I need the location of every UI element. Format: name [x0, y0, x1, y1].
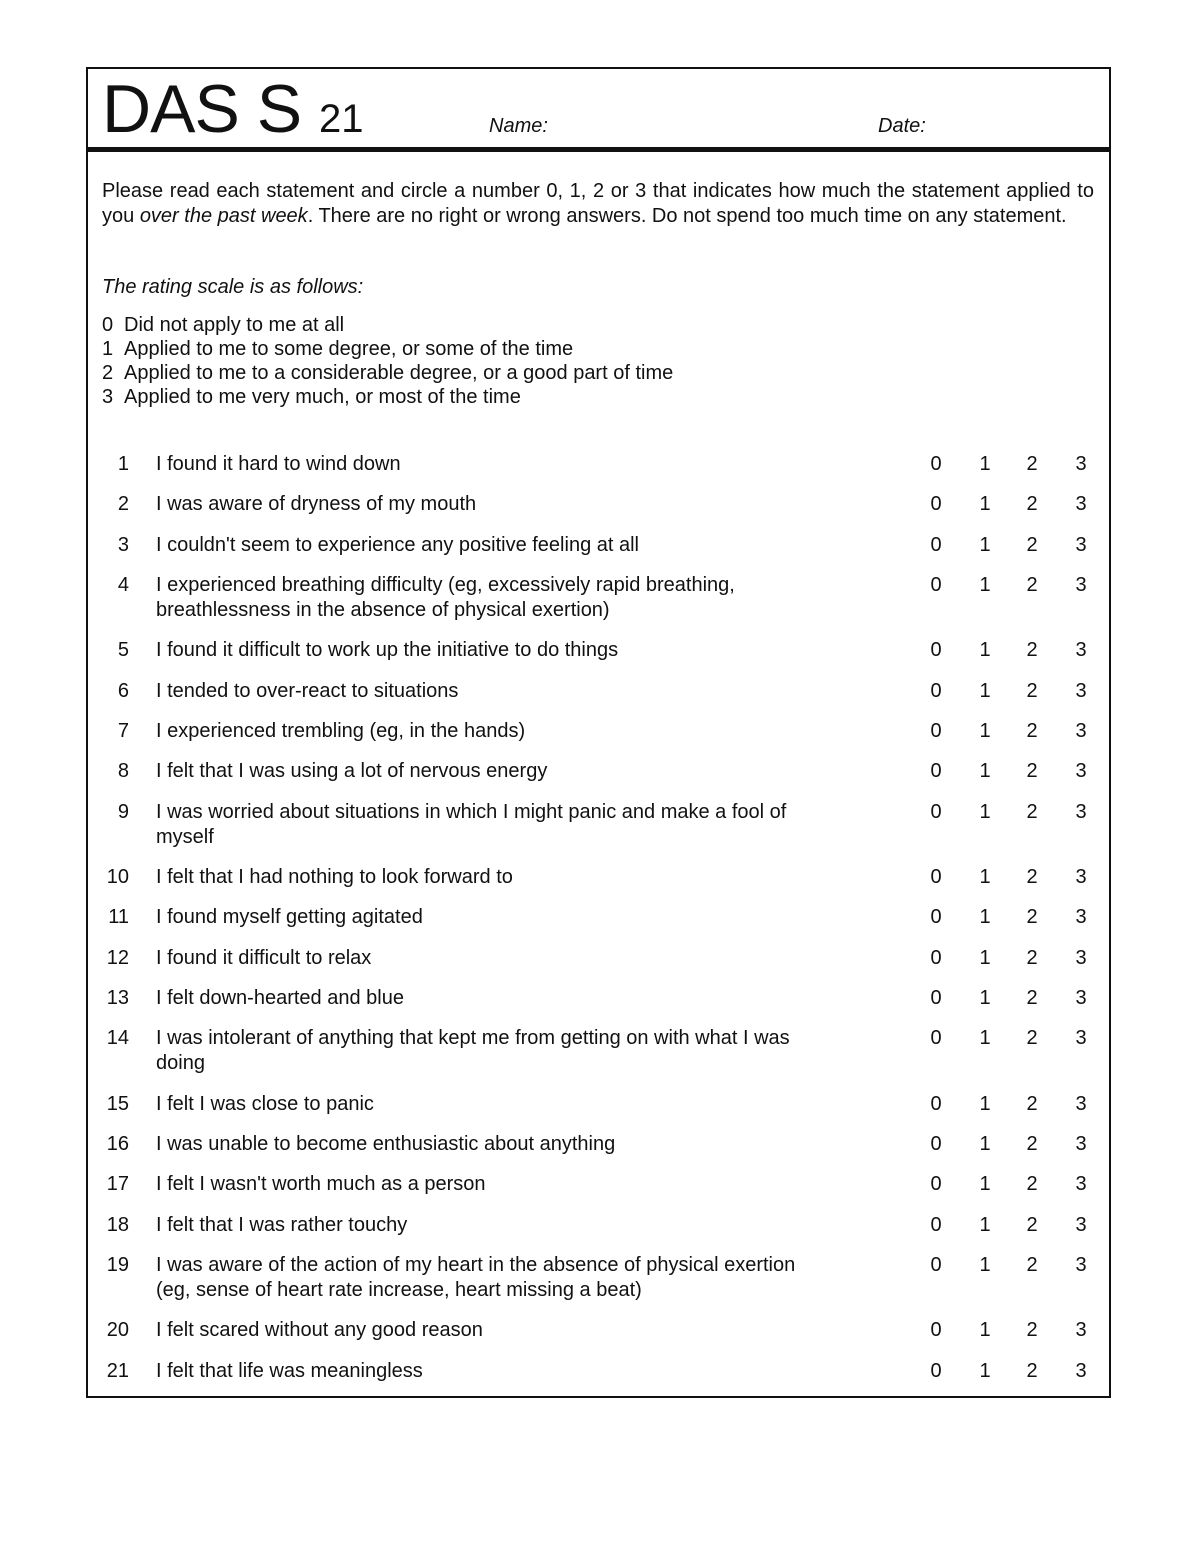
rating-option-3[interactable]: 3	[1075, 573, 1087, 596]
rating-options	[926, 533, 1096, 558]
item-number: 13	[106, 986, 129, 1009]
rating-scale-level	[102, 385, 673, 409]
rating-options	[926, 1253, 1096, 1278]
item-statement: I felt I wasn't worth much as a person	[156, 1173, 486, 1196]
rating-option-3[interactable]: 3	[1075, 1173, 1087, 1196]
rating-option-2[interactable]: 2	[1026, 679, 1038, 702]
item-row	[88, 1026, 1109, 1092]
item-number: 18	[106, 1213, 129, 1236]
rating-option-0[interactable]: 0	[930, 1359, 942, 1382]
rating-options	[926, 638, 1096, 663]
item-number: 14	[106, 1027, 129, 1050]
name-field-label[interactable]: Name:	[489, 115, 548, 137]
rating-scale-value: 2	[102, 362, 114, 384]
rating-option-0[interactable]: 0	[930, 866, 942, 889]
rating-options	[926, 1359, 1096, 1384]
rating-scale-label: Applied to me to a considerable degree, or a good part of time	[124, 362, 674, 384]
item-row	[88, 573, 1109, 639]
rating-option-1[interactable]: 1	[979, 1319, 991, 1342]
rating-options	[926, 452, 1096, 477]
rating-option-1[interactable]: 1	[979, 573, 991, 596]
header	[88, 69, 1109, 147]
item-number: 6	[117, 679, 129, 702]
rating-option-0[interactable]: 0	[930, 986, 942, 1009]
item-statement: I was worried about situations in which I might panic and make a fool of myself	[156, 800, 787, 848]
rating-option-0[interactable]: 0	[930, 1027, 942, 1050]
item-number: 9	[117, 800, 129, 823]
item-number: 21	[106, 1359, 129, 1382]
rating-option-2[interactable]: 2	[1026, 906, 1038, 929]
rating-option-2[interactable]: 2	[1026, 1213, 1038, 1236]
rating-option-0[interactable]: 0	[930, 906, 942, 929]
rating-option-3[interactable]: 3	[1075, 1133, 1087, 1156]
rating-option-0[interactable]: 0	[930, 1213, 942, 1236]
item-statement: I found it hard to wind down	[156, 453, 401, 475]
title-number: 21	[318, 97, 364, 141]
rating-options	[926, 986, 1096, 1011]
rating-option-2[interactable]: 2	[1026, 719, 1038, 742]
rating-option-2[interactable]: 2	[1026, 1253, 1038, 1276]
item-row	[88, 986, 1109, 1026]
item-statement: I felt down-hearted and blue	[156, 986, 404, 1009]
rating-option-3[interactable]: 3	[1075, 1213, 1087, 1236]
rating-option-0[interactable]: 0	[930, 1092, 942, 1115]
item-number: 3	[117, 533, 129, 556]
rating-option-1[interactable]: 1	[979, 1359, 991, 1382]
rating-option-1[interactable]: 1	[979, 760, 991, 783]
item-row	[88, 638, 1109, 678]
rating-option-3[interactable]: 3	[1075, 1359, 1087, 1382]
item-list	[88, 452, 1109, 1399]
item-number: 16	[106, 1133, 129, 1156]
item-number: 12	[106, 946, 129, 969]
item-number: 17	[106, 1173, 129, 1196]
rating-option-2[interactable]: 2	[1026, 946, 1038, 969]
rating-option-1[interactable]: 1	[979, 1027, 991, 1050]
item-statement: I felt that life was meaningless	[156, 1359, 423, 1382]
rating-option-0[interactable]: 0	[930, 453, 942, 475]
item-number: 10	[106, 866, 129, 889]
rating-option-2[interactable]: 2	[1026, 1027, 1038, 1050]
rating-scale-value: 3	[102, 386, 114, 408]
rating-options	[926, 1026, 1096, 1051]
item-row	[88, 1172, 1109, 1212]
item-row	[88, 946, 1109, 986]
rating-options	[926, 946, 1096, 971]
rating-option-0[interactable]: 0	[930, 573, 942, 596]
item-row	[88, 1318, 1109, 1358]
rating-option-1[interactable]: 1	[979, 946, 991, 969]
rating-option-1[interactable]: 1	[979, 906, 991, 929]
rating-option-3[interactable]: 3	[1075, 760, 1087, 783]
rating-option-0[interactable]: 0	[930, 1319, 942, 1342]
rating-scale-label: Applied to me to some degree, or some of the time	[124, 338, 574, 360]
item-statement: I found myself getting agitated	[156, 906, 423, 929]
rating-option-3[interactable]: 3	[1075, 493, 1087, 516]
rating-scale-value: 0	[102, 314, 114, 336]
rating-options	[926, 492, 1096, 517]
rating-option-3[interactable]: 3	[1075, 946, 1087, 969]
rating-option-3[interactable]: 3	[1075, 1319, 1087, 1342]
instructions-emphasis: over the past week	[139, 205, 308, 227]
rating-option-1[interactable]: 1	[979, 679, 991, 702]
rating-option-1[interactable]: 1	[979, 1092, 991, 1115]
rating-option-2[interactable]: 2	[1026, 1359, 1038, 1382]
item-statement: I felt that I was using a lot of nervous energy	[156, 760, 548, 783]
item-row	[88, 492, 1109, 532]
item-number: 11	[108, 906, 129, 929]
rating-option-0[interactable]: 0	[930, 1253, 942, 1276]
item-row	[88, 865, 1109, 905]
item-row	[88, 719, 1109, 759]
questionnaire-frame	[86, 67, 1111, 1398]
item-row	[88, 452, 1109, 492]
rating-option-1[interactable]: 1	[979, 1213, 991, 1236]
rating-option-0[interactable]: 0	[930, 639, 942, 662]
rating-option-0[interactable]: 0	[930, 719, 942, 742]
header-divider	[88, 147, 1109, 152]
item-row	[88, 679, 1109, 719]
item-number: 8	[117, 760, 129, 783]
rating-option-3[interactable]: 3	[1075, 1092, 1087, 1115]
rating-options	[926, 1172, 1096, 1197]
date-field-label[interactable]: Date:	[878, 115, 926, 137]
item-row	[88, 1092, 1109, 1132]
rating-option-2[interactable]: 2	[1026, 866, 1038, 889]
rating-option-0[interactable]: 0	[930, 493, 942, 516]
rating-scale-value: 1	[102, 338, 114, 360]
form-title	[102, 71, 364, 147]
item-statement: I was aware of dryness of my mouth	[156, 493, 477, 516]
item-statement: I experienced trembling (eg, in the hands)	[156, 719, 526, 742]
rating-option-3[interactable]: 3	[1075, 986, 1087, 1009]
rating-options	[926, 759, 1096, 784]
rating-option-2[interactable]: 2	[1026, 760, 1038, 783]
rating-option-2[interactable]: 2	[1026, 639, 1038, 662]
rating-option-0[interactable]: 0	[930, 1173, 942, 1196]
rating-option-0[interactable]: 0	[930, 533, 942, 556]
rating-option-2[interactable]: 2	[1026, 573, 1038, 596]
item-statement: I couldn't seem to experience any positive feeling at all	[156, 533, 639, 556]
rating-options	[926, 905, 1096, 930]
rating-option-3[interactable]: 3	[1075, 1027, 1087, 1050]
rating-option-1[interactable]: 1	[979, 986, 991, 1009]
item-statement: I found it difficult to relax	[156, 946, 372, 969]
rating-options	[926, 1213, 1096, 1238]
rating-option-0[interactable]: 0	[930, 1133, 942, 1156]
rating-option-1[interactable]: 1	[979, 1133, 991, 1156]
rating-option-1[interactable]: 1	[979, 533, 991, 556]
rating-option-3[interactable]: 3	[1075, 533, 1087, 556]
rating-option-1[interactable]: 1	[979, 866, 991, 889]
rating-options	[926, 1132, 1096, 1157]
rating-option-3[interactable]: 3	[1075, 679, 1087, 702]
item-row	[88, 759, 1109, 799]
rating-option-1[interactable]: 1	[979, 1253, 991, 1276]
item-statement: I felt that I was rather touchy	[156, 1213, 408, 1236]
rating-option-3[interactable]: 3	[1075, 719, 1087, 742]
item-row	[88, 1253, 1109, 1319]
item-statement: I found it difficult to work up the initiative to do things	[156, 639, 619, 662]
rating-scale-title: The rating scale is as follows:	[102, 276, 364, 298]
item-number: 4	[117, 573, 129, 596]
item-number: 2	[117, 493, 129, 516]
title-text: DAS S	[102, 71, 302, 147]
rating-options	[926, 1092, 1096, 1117]
item-number: 1	[117, 453, 129, 475]
rating-option-2[interactable]: 2	[1026, 533, 1038, 556]
rating-scale-list	[102, 313, 673, 409]
rating-option-3[interactable]: 3	[1075, 1253, 1087, 1276]
rating-option-1[interactable]: 1	[979, 1173, 991, 1196]
rating-option-2[interactable]: 2	[1026, 1173, 1038, 1196]
rating-option-3[interactable]: 3	[1075, 906, 1087, 929]
item-row	[88, 905, 1109, 945]
item-statement: I was aware of the action of my heart in the absence of physical exertion (eg, sense of heart rate increase, heart missing a beat)	[156, 1253, 796, 1301]
rating-scale-label: Did not apply to me at all	[124, 314, 345, 336]
rating-option-2[interactable]: 2	[1026, 453, 1038, 475]
item-statement: I was unable to become enthusiastic about anything	[156, 1133, 616, 1156]
rating-options	[926, 679, 1096, 704]
item-row	[88, 533, 1109, 573]
item-number: 19	[106, 1253, 129, 1276]
rating-scale-level	[102, 313, 673, 337]
rating-option-2[interactable]: 2	[1026, 1133, 1038, 1156]
rating-options	[926, 573, 1096, 598]
rating-option-1[interactable]: 1	[979, 719, 991, 742]
instructions-part2: . There are no right or wrong answers. Do not spend too much time on any statement.	[307, 205, 1067, 227]
item-statement: I tended to over-react to situations	[156, 679, 459, 702]
instructions-part1: Please read each statement and circle a number 0, 1, 2 or 3 that indicates how much the statement applied to you	[102, 180, 1094, 227]
rating-option-0[interactable]: 0	[930, 760, 942, 783]
item-number: 15	[106, 1092, 129, 1115]
rating-option-0[interactable]: 0	[930, 800, 942, 823]
item-row	[88, 800, 1109, 866]
rating-options	[926, 800, 1096, 825]
rating-option-3[interactable]: 3	[1075, 639, 1087, 662]
rating-option-1[interactable]: 1	[979, 453, 991, 475]
item-row	[88, 1132, 1109, 1172]
rating-option-2[interactable]: 2	[1026, 493, 1038, 516]
item-statement: I felt I was close to panic	[156, 1092, 374, 1115]
rating-option-2[interactable]: 2	[1026, 1319, 1038, 1342]
item-statement: I felt that I had nothing to look forward to	[156, 866, 513, 889]
rating-options	[926, 865, 1096, 890]
rating-option-1[interactable]: 1	[979, 639, 991, 662]
item-number: 5	[117, 639, 129, 662]
rating-options	[926, 719, 1096, 744]
rating-scale-level	[102, 337, 673, 361]
rating-scale-label: Applied to me very much, or most of the time	[124, 386, 521, 408]
instructions	[102, 179, 1094, 229]
rating-option-2[interactable]: 2	[1026, 1092, 1038, 1115]
item-number: 7	[117, 719, 129, 742]
rating-option-3[interactable]: 3	[1075, 866, 1087, 889]
rating-option-0[interactable]: 0	[930, 679, 942, 702]
rating-option-3[interactable]: 3	[1075, 453, 1087, 475]
rating-option-1[interactable]: 1	[979, 800, 991, 823]
item-statement: I experienced breathing difficulty (eg, excessively rapid breathing, breathlessness in the absence of physical exertion)	[156, 573, 735, 621]
item-number: 20	[106, 1319, 129, 1342]
item-row	[88, 1213, 1109, 1253]
item-row	[88, 1359, 1109, 1399]
rating-scale-level	[102, 361, 673, 385]
rating-option-1[interactable]: 1	[979, 493, 991, 516]
rating-option-3[interactable]: 3	[1075, 800, 1087, 823]
rating-option-2[interactable]: 2	[1026, 986, 1038, 1009]
item-statement: I was intolerant of anything that kept me from getting on with what I was doing	[156, 1027, 790, 1075]
rating-option-0[interactable]: 0	[930, 946, 942, 969]
rating-option-2[interactable]: 2	[1026, 800, 1038, 823]
item-statement: I felt scared without any good reason	[156, 1319, 483, 1342]
rating-options	[926, 1318, 1096, 1343]
